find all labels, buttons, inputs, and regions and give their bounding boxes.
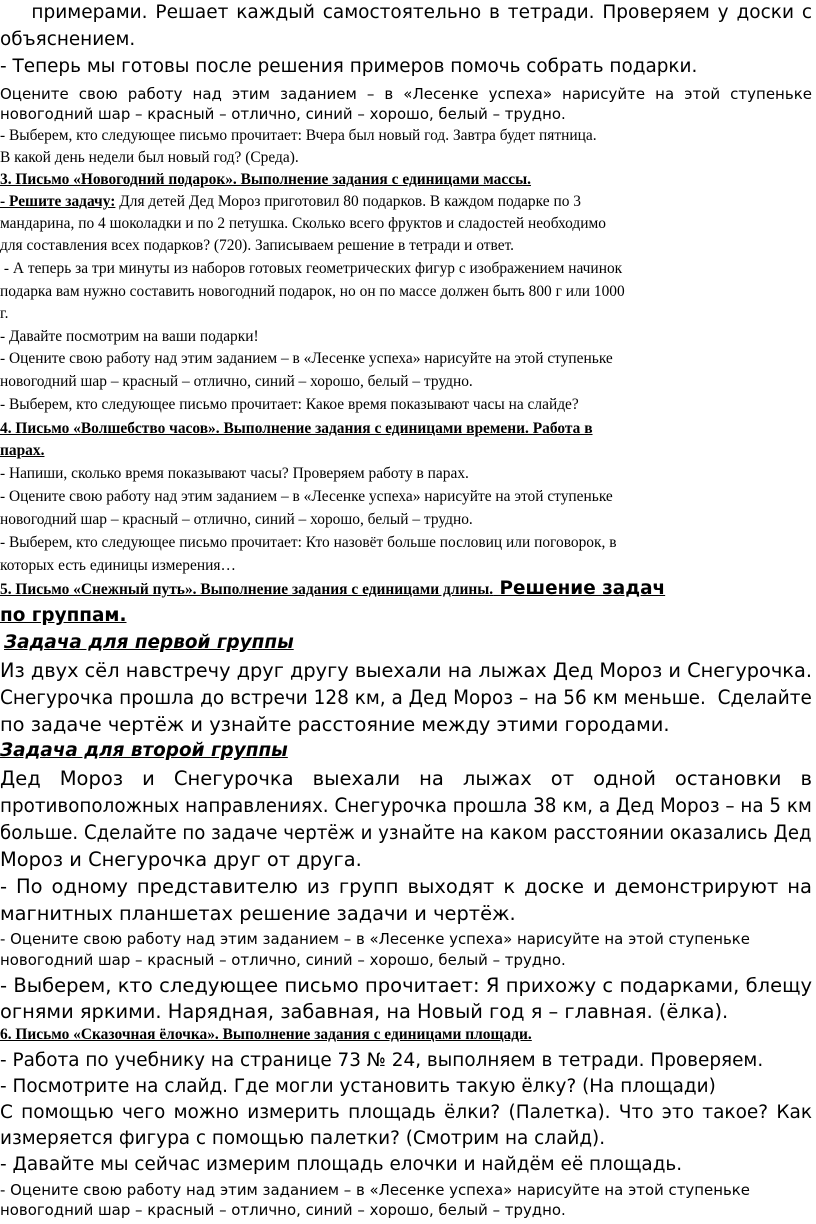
- paragraph-line: подарка вам нужно составить новогодний подарок, но он по массе должен быть 800 г или 1000: [0, 283, 625, 300]
- paragraph-line: С помощью чего можно измерить площадь ёлки? (Палетка). Что это такое? Как: [0, 1102, 812, 1123]
- paragraph-line: мандарина, по 4 шоколадки и по 2 петушка. Сколько всего фруктов и сладостей необходимо: [0, 215, 606, 232]
- paragraph-line: Мороз и Снегурочка друг от друга.: [0, 848, 362, 871]
- paragraph-line: - Теперь мы готовы после решения примеров помочь собрать подарки.: [0, 56, 698, 77]
- paragraph-line: - По одному представителю из групп выходят к доске и демонстрируют на: [0, 875, 812, 898]
- paragraph-line: Из двух сёл навстречу друг другу выехали на лыжах Дед Мороз и Снегурочка.: [0, 659, 812, 682]
- paragraph-line: больше. Сделайте по задаче чертёж и узнайте на каком расстоянии оказались Дед: [0, 821, 812, 844]
- group-task-heading-2: Задача для второй группы: [0, 740, 288, 761]
- paragraph-line: новогодний шар – красный – отлично, синий – хорошо, белый – трудно.: [0, 1201, 566, 1219]
- paragraph-line: примерами. Решает каждый самостоятельно в тетради. Проверяем у доски с: [0, 2, 812, 23]
- section-heading-4: 4. Письмо «Волшебство часов». Выполнение задания с единицами времени. Работа в: [0, 420, 593, 437]
- paragraph-line: объяснением.: [0, 29, 136, 50]
- paragraph-line: новогодний шар – красный – отлично, синий – хорошо, белый – трудно.: [0, 511, 473, 528]
- paragraph-line: новогодний шар – красный – отлично, синий – хорошо, белый – трудно.: [0, 373, 473, 390]
- paragraph-line: - А теперь за три минуты из наборов готовых геометрических фигур с изображением начинок: [0, 260, 623, 277]
- paragraph-line: - Работа по учебнику на странице 73 № 24, выполняем в тетради. Проверяем.: [0, 1050, 764, 1071]
- paragraph-line: - Выберем, кто следующее письмо прочитает: Вчера был новый год. Завтра будет пятница.: [0, 127, 597, 144]
- section-heading-4-cont: парах.: [0, 442, 45, 459]
- paragraph-line: огнями яркими. Нарядная, забавная, на Новый год я – главная. (ёлка).: [0, 1000, 729, 1023]
- paragraph-line: - Давайте мы сейчас измерим площадь елочки и найдём её площадь.: [0, 1154, 683, 1175]
- section-heading-5: 5. Письмо «Снежный путь». Выполнение задания с единицами длины. Решение задач: [0, 578, 666, 599]
- section-heading-3: 3. Письмо «Новогодний подарок». Выполнение задания с единицами массы.: [0, 171, 531, 188]
- paragraph-line: которых есть единицы измерения…: [0, 557, 236, 574]
- paragraph-line: измеряется фигура с помощью палетки? (Смотрим на слайд).: [0, 1128, 606, 1149]
- paragraph-line: - Оцените свою работу над этим заданием – в «Лесенке успеха» нарисуйте на этой ступеньке: [0, 350, 613, 367]
- group-task-heading-1: Задача для первой группы: [4, 632, 294, 653]
- paragraph-line: магнитных планшетах решение задачи и чертёж.: [0, 902, 516, 925]
- paragraph-line: противоположных направлениях. Снегурочка прошла 38 км, а Дед Мороз – на 5 км: [0, 794, 812, 817]
- paragraph-line: - Выберем, кто следующее письмо прочитает: Я прихожу с подарками, блещу: [0, 974, 812, 997]
- paragraph-line: - Давайте посмотрим на ваши подарки!: [0, 328, 259, 345]
- paragraph-line: для составления всех подарков? (720). Записываем решение в тетради и ответ.: [0, 237, 515, 254]
- paragraph-line: - Выберем, кто следующее письмо прочитает: Кто назовёт больше пословиц или поговорок, в: [0, 534, 617, 551]
- paragraph-line: Дед Мороз и Снегурочка выехали на лыжах от одной остановки в: [0, 767, 812, 790]
- section-heading-6: 6. Письмо «Сказочная ёлочка». Выполнение задания с единицами площади.: [0, 1026, 532, 1043]
- paragraph-line: - Оцените свою работу над этим заданием – в «Лесенке успеха» нарисуйте на этой ступеньке: [0, 488, 613, 505]
- paragraph-line: - Напиши, сколько время показывают часы? Проверяем работу в парах.: [0, 465, 469, 482]
- paragraph-line: г.: [0, 305, 9, 322]
- paragraph-line: - Оцените свою работу над этим заданием – в «Лесенке успеха» нарисуйте на этой ступеньке: [0, 930, 750, 948]
- paragraph-line: - Посмотрите на слайд. Где могли установить такую ёлку? (На площади): [0, 1076, 716, 1097]
- section-heading-5-cont: по группам.: [0, 605, 127, 626]
- paragraph-line: новогодний шар – красный – отлично, синий – хорошо, белый – трудно.: [0, 105, 566, 123]
- paragraph-line: новогодний шар – красный – отлично, синий – хорошо, белый – трудно.: [0, 951, 566, 969]
- paragraph-line: по задаче чертёж и узнайте расстояние между этими городами.: [0, 713, 670, 736]
- task-label: - Решите задачу:: [0, 193, 116, 210]
- paragraph-line: Снегурочка прошла до встречи 128 км, а Дед Мороз – на 56 км меньше. Сделайте: [0, 686, 812, 709]
- paragraph-line: Оцените свою работу над этим заданием – в «Лесенке успеха» нарисуйте на этой ступеньке: [0, 85, 812, 103]
- paragraph-line: - Решите задачу: Для детей Дед Мороз приготовил 80 подарков. В каждом подарке по 3: [0, 193, 581, 210]
- paragraph-line: - Оцените свою работу над этим заданием – в «Лесенке успеха» нарисуйте на этой ступеньке: [0, 1181, 750, 1199]
- paragraph-line: - Выберем, кто следующее письмо прочитает: Какое время показывают часы на слайде?: [0, 396, 579, 413]
- paragraph-line: В какой день недели был новый год? (Среда).: [0, 149, 299, 166]
